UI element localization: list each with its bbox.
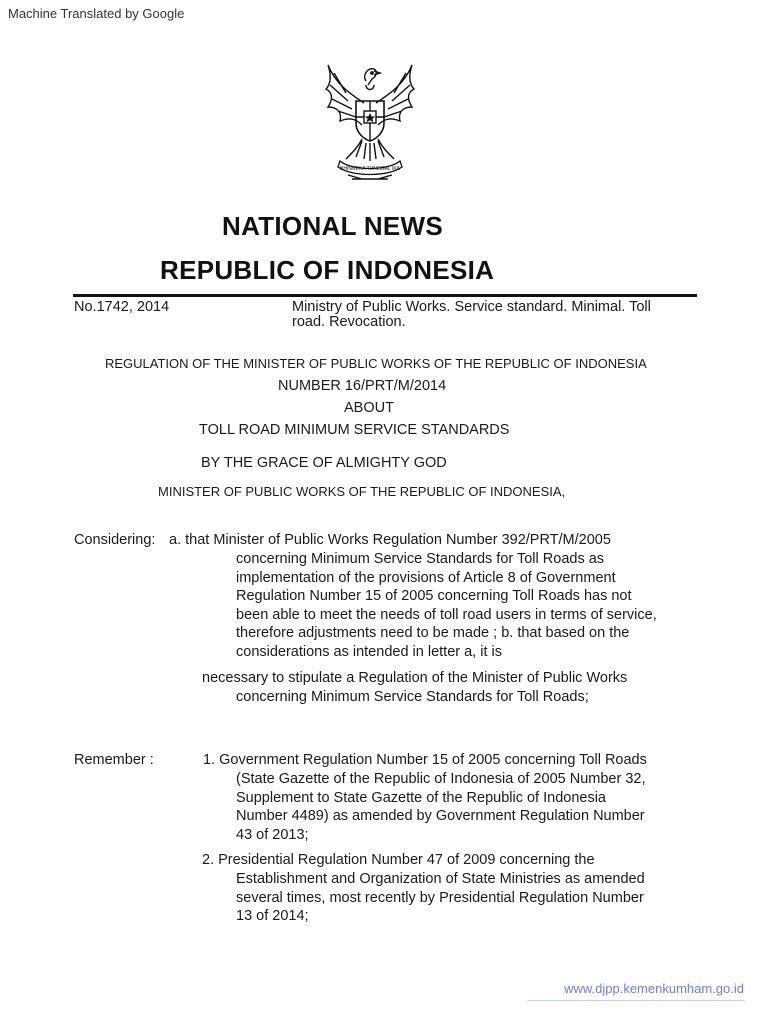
considering-line: therefore adjustments need to be made ; b. that based on the — [236, 625, 630, 641]
considering-line: considerations as intended in letter a, it is — [236, 643, 502, 660]
issue-number: No.1742, 2014 — [74, 299, 170, 315]
remember-item-2: 2. Presidential Regulation Number 47 of 2009 concerning the — [202, 852, 595, 868]
remember-item-1: 1. Government Regulation Number 15 of 2005 concerning Toll Roads — [203, 752, 647, 768]
masthead-divider — [73, 294, 697, 297]
remember-line: Number 4489) as amended by Government Regulation Number — [236, 808, 645, 824]
regulation-about: ABOUT — [344, 400, 394, 416]
remember-line: 13 of 2014; — [236, 908, 309, 924]
remember-line: 43 of 2013; — [236, 826, 309, 843]
remember-item-2-continuation — [236, 870, 645, 926]
considering-line: been able to meet the needs of toll road users in terms of service, — [236, 606, 657, 623]
footer-underline — [527, 1000, 745, 1001]
remember-line: several times, most recently by Presidential Regulation Number — [236, 889, 644, 906]
svg-text:BHINNEKA TUNGGAL IKA: BHINNEKA TUNGGAL IKA — [339, 166, 401, 172]
minister-line: MINISTER OF PUBLIC WORKS OF THE REPUBLIC OF INDONESIA, — [158, 484, 566, 499]
issue-subject-line: road. Revocation. — [292, 314, 406, 330]
garuda-emblem-icon — [322, 55, 418, 185]
regulation-subject: TOLL ROAD MINIMUM SERVICE STANDARDS — [199, 422, 510, 438]
masthead-subtitle: REPUBLIC OF INDONESIA — [160, 255, 495, 285]
remember-label: Remember : — [74, 752, 154, 768]
remember-line: Supplement to State Gazette of the Republic of Indonesia — [236, 789, 606, 806]
considering-b-line: necessary to stipulate a Regulation of the Minister of Public Works — [202, 670, 628, 686]
remember-line: Establishment and Organization of State Ministries as amended — [236, 871, 645, 887]
considering-label: Considering: — [74, 532, 156, 548]
considering-line: concerning Minimum Service Standards for Toll Roads as — [236, 551, 605, 567]
issue-subject — [292, 300, 651, 330]
considering-line: implementation of the provisions of Article 8 of Government — [236, 569, 616, 586]
considering-first-line: a. that Minister of Public Works Regulation Number 392/PRT/M/2005 — [169, 532, 611, 548]
grace-line: BY THE GRACE OF ALMIGHTY GOD — [201, 455, 447, 471]
considering-line: Regulation Number 15 of 2005 concerning Toll Roads has not — [236, 588, 632, 604]
remember-line: (State Gazette of the Republic of Indonesia of 2005 Number 32, — [236, 771, 646, 787]
footer-url-link[interactable]: www.djpp.kemenkumham.go.id — [564, 981, 744, 996]
regulation-title: REGULATION OF THE MINISTER OF PUBLIC WORKS OF THE REPUBLIC OF INDONESIA — [105, 356, 647, 371]
considering-b-line: concerning Minimum Service Standards for Toll Roads; — [236, 689, 589, 705]
considering-continuation — [236, 550, 657, 661]
masthead-title: NATIONAL NEWS — [222, 211, 444, 241]
issue-subject-line: Ministry of Public Works. Service standard. Minimal. Toll — [292, 299, 651, 315]
regulation-number: NUMBER 16/PRT/M/2014 — [278, 378, 447, 394]
remember-item-1-continuation — [236, 770, 645, 844]
machine-translated-label: Machine Translated by Google — [8, 6, 185, 21]
